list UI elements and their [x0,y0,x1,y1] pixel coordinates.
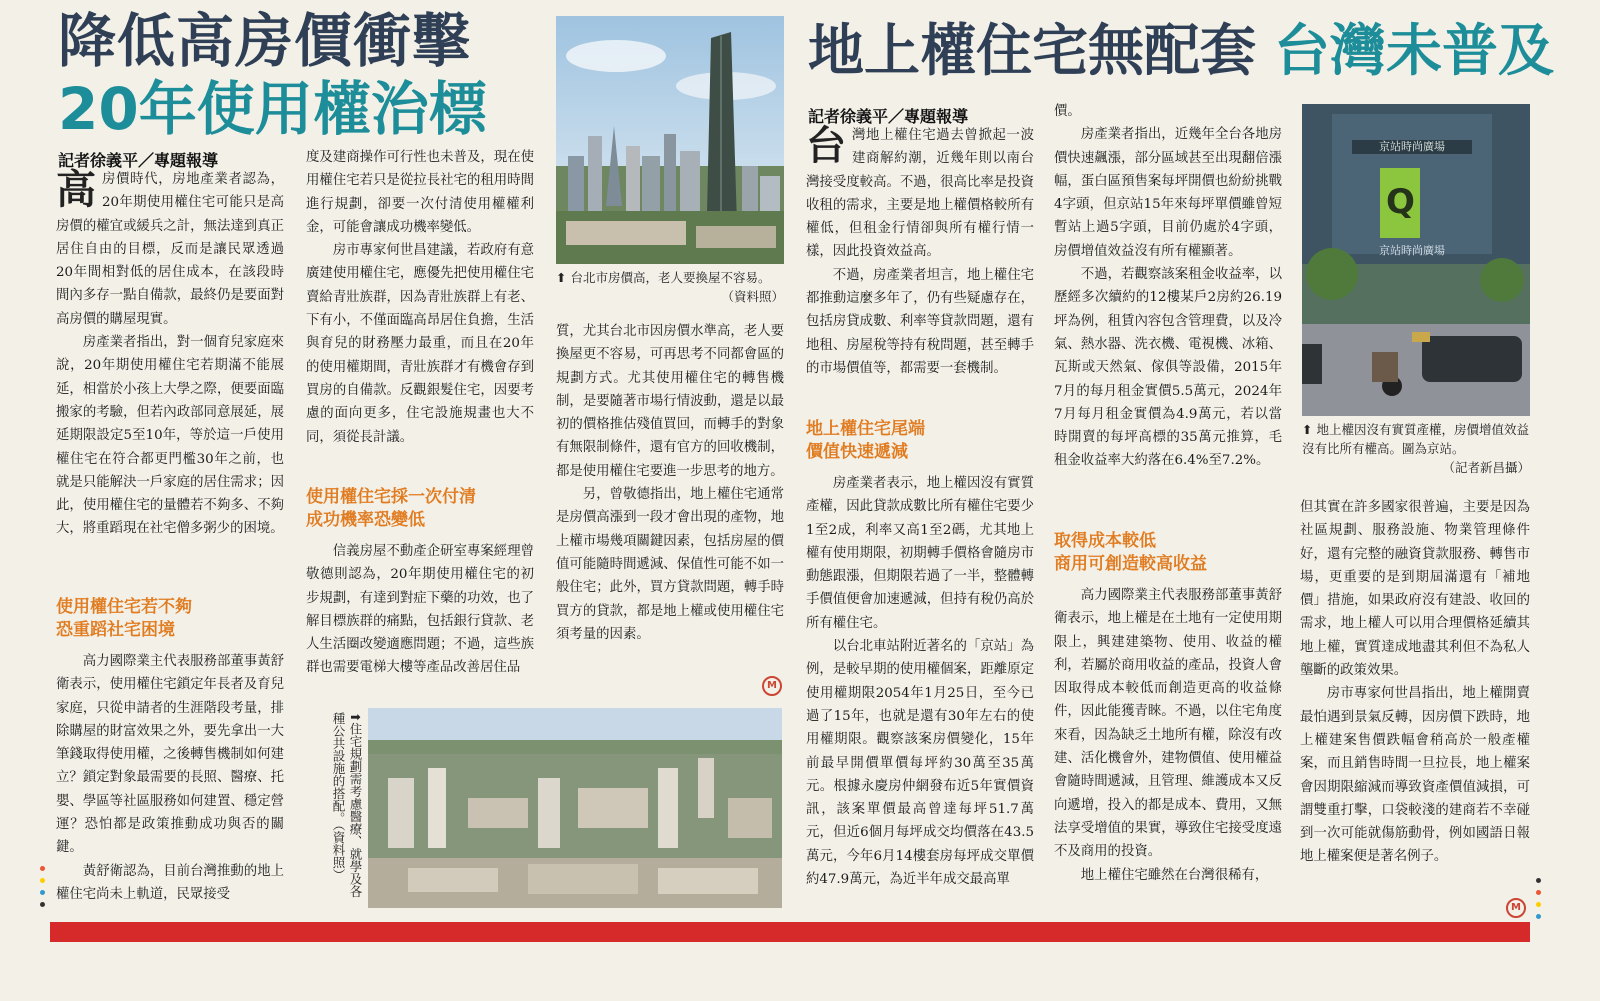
byline-left: 記者徐義平／專題報導 [58,151,219,170]
caption-arrow-icon-2: ⬆ [348,712,363,723]
paper-logo-icon: M [762,676,782,696]
photo-bottom-caption [316,712,364,908]
headline-left-line2: 20年使用權治標 [58,75,487,143]
subhead-right-2: 取得成本較低 商用可創造較高收益 [1054,531,1207,574]
left-col1-lead: 房價時代，房地產業者認為，20年期使用權住宅可能只是高房價的權宜或緩兵之計，無法達到真正居住自由的目標，反而是讓民眾透過20年間相對低的居住成本，在該段時間內多存一點自備款，最終仍是要面對高房價的購屋現實。 [56,172,284,327]
left-col1-p2: 房產業者指出，對一個育兒家庭來說，20年期使用權住宅若期滿不能展延，相當於小孩上大學之際，便要面臨搬家的考驗，但若內政部同意展延，展延期限設定5至10年，等於這一戶使用權住宅在符合都更門檻30年之前，也就是只能解決一戶家庭的居住需求；因此，使用權住宅的量體若不夠多、不夠大，將重蹈現在社宅僧多粥少的困境。 [56,335,284,537]
photo-bottom-caption-text: 住宅規劃需考慮醫療、就學及各種公共設施的搭配。 [331,712,363,898]
drop-cap-right: 台 [806,124,846,169]
registration-mark [1536,890,1541,895]
right-article-col3 [1300,496,1530,912]
registration-mark [1536,878,1541,883]
left-article-col2 [306,146,534,476]
q-logo-icon: Q [1386,182,1415,222]
left-col2-p2: 房市專家何世昌建議，若政府有意廣建使用權住宅，應優先把使用權住宅賣給青壯族群，因為青壯族群上有老、下有小，不僅面臨高昂居住負擔，生活與育兒的財務壓力最重，而且在20年的使用權期間，青壯族群才有機會存到買房的自備款。反觀銀髮住宅，因要考慮的面向更多，住宅設施規畫也大不同，須從長計議。 [306,243,534,445]
photo-right-caption-text: 地上權因沒有實質產權，房價增值效益沒有比所有權高。圖為京站。 [1302,422,1529,456]
photo-right-caption-credit: （記者新昌攝） [1442,460,1530,475]
left-article-col3 [556,320,784,698]
caption-arrow-icon: ⬆ [556,270,567,285]
subhead-left-1: 使用權住宅若不夠 恐重蹈社宅困境 [56,597,192,640]
right-col3-p2: 房市專家何世昌指出，地上權開賣最怕遇到景氣反轉，因房價下跌時，地上權建案售價跌幅會稍高於一般產權案，而且銷售時間一旦拉長，地上權案會因期限縮減而導致資產價值減損，可謂雙重打擊，口袋較淺的建商若不幸碰到一次可能就傷筋動骨，例如國語日報地上權案便是著名例子。 [1300,686,1530,865]
right-col2-p2: 房產業者指出，近幾年全台各地房價快速飆漲，部分區域甚至出現翻倍漲幅，蛋白區預售案每坪開價也紛紛挑戰4字頭，但京站15年來每坪單價雖曾短暫站上過5字頭，目前仍處於4字頭，房價增值效益沒有所有權顯著。 [1054,127,1282,259]
subhead-left-2: 使用權住宅採一次付清 成功機率恐變低 [306,487,476,530]
registration-mark [40,902,45,907]
right-article-col1-bottom [806,472,1034,912]
right-article-col2-bottom [1054,584,1282,912]
photo-right-caption [1302,420,1530,477]
right-col2-p4: 高力國際業主代表服務部董事黃舒衛表示，地上權是在土地有一定使用期限上，興建建築物、使用、收益的權利，若屬於商用收益的產品，投資人會因取得成本較低而創造更高的收益條件，因此能獲青睞。不過，以住宅角度來看，因為缺乏土地所有權，除沒有改建、活化機會外，建物價值、使用權益會隨時間遞減，且管理、維護成本又反向遞增，投入的都是成本、費用，又無法享受增值的果實，導致住宅接受度遠不及商用的投資。 [1054,588,1282,860]
subhead-right-1: 地上權住宅尾端 價值快速遞減 [806,419,925,462]
left-col2-p3: 信義房屋不動產企研室專案經理曾敬德則認為，20年期使用權住宅的初步規劃，有達到對症下藥的功效，也了解目標族群的痛點，包括銀行貸款、老人生活圈改變適應問題；不過，這些族群也需要電梯大樓等產品改善居住品 [306,544,534,676]
right-article-col2 [1054,100,1282,520]
right-col1-lead: 灣地上權住宅過去曾掀起一波建商解約潮，近幾年則以南台灣接受度較高。不過，很高比率是投資收租的需求，主要是地上權價格較所有權低，但租金行情卻與所有權行情一樣，因此投資效益高。 [806,128,1034,260]
left-article-col1 [56,168,284,588]
right-col3-p1: 但其實在許多國家很普遍，主要是因為社區規劃、服務設施、物業管理條件好，還有完整的融資貸款服務、轉售市場，更重要的是到期屆滿還有「補地價」措施，如果政府沒有建設、收回的需求，地上權人可以用合理價格延續其地上權，實質達成地盡其利但不為私人壟斷的政策效果。 [1300,500,1530,679]
photo-top-caption [556,268,784,306]
right-col1-p3: 房產業者表示，地上權因沒有實質產權，因此貸款成數比所有權住宅要少1至2成，利率又高1至2碼，尤其地上權有使用期限，初期轉手價格會隨房市動態跟漲，但期限若過了一半，整體轉手價值便會加速遞減，但持有稅仍高於所有權住宅。 [806,476,1034,631]
drop-cap-left: 高 [56,168,96,213]
photo-bottom-caption-credit: （資料照） [331,824,346,881]
right-col1-p4: 以台北車站附近著名的「京站」為例，是較早期的使用權個案，距離原定使用權期限2054年1月25日，至今已過了15年，也就是還有30年左右的使用權期限。觀察該案房價變化，15年前最早開價單價每坪約30萬至35萬元。根據永慶房仲網發布近5年實價資訊，該案單價最高曾達每坪51.7萬元，但近6個月每坪成交均價落在43.5萬元，今年6月14樓套房每坪成交單價約47.9萬元，為近半年成交最高單 [806,639,1034,888]
left-col2-p1: 度及建商操作可行性也未普及，現在使用權住宅若只是從拉長社宅的租用時間進行規劃，卻要一次付清使用權權利金，可能會讓成功機率變低。 [306,150,534,235]
photo-top-caption-credit: （資料照） [721,289,784,304]
left-col1-p4: 黃舒衛認為，目前台灣推動的地上權住宅尚未上軌道，民眾接受 [56,863,284,902]
qsquare-sign-bottom: 京站時尚廣場 [1379,244,1445,257]
headline-left-line1: 降低高房價衝擊 [58,7,472,75]
right-col1-p2: 不過，房產業者坦言，地上權住宅都推動這麼多年了，仍有些疑慮存在，包括房貸成數、利率等貸款問題，還有地租、房屋稅等持有稅問題，甚至轉手的市場價值等，都需要一套機制。 [806,267,1034,376]
registration-mark [1536,902,1541,907]
registration-mark [1536,914,1541,919]
headline-right-accent: 台灣未普及 [1274,19,1554,84]
caption-arrow-icon-3: ⬆ [1302,422,1313,437]
left-col3-p1: 質，尤其台北市因房價水準高，老人要換屋更不容易，可再思考不同都會區的規劃方式。尤其使用權住宅的轉售機制，是要隨著市場行情波動，還是以最初的價格推估殘值買回，而轉手的對象有無限制條件，還有官方的回收機制，都是使用權住宅要進一步思考的地方。 [556,324,784,479]
right-article-col1 [806,124,1034,414]
left-col3-p2: 另，曾敬德指出，地上權住宅通常是房價高漲到一段才會出現的產物，地上權市場幾項關鍵因素，包括房屋的價值可能隨時間遞減、保值性可能不如一般住宅；此外，買方貸款問題，轉手時買方的貸款，都是地上權或使用權住宅須考量的因素。 [556,487,784,642]
right-col2-p5: 地上權住宅雖然在台灣很稀有， [1080,867,1269,883]
right-col2-p1: 價。 [1054,104,1081,119]
left-article-col1-bottom [56,650,284,912]
headline-right [808,19,1554,84]
registration-mark [40,878,45,883]
registration-mark [40,866,45,871]
registration-mark [40,890,45,895]
left-col1-p3: 高力國際業主代表服務部董事黃舒衛表示，使用權住宅鎖定年長者及育兒家庭，只從申請者的生涯階段考量，排除購屋的財富效果之外，要先拿出一大筆錢取得使用權，之後轉售機制如何建立？鎖定對象最需要的長照、醫療、托嬰、學區等社區服務如何建置、穩定營運？恐怕都是政策推動成功與否的關鍵。 [56,654,284,856]
headline-right-main: 地上權住宅無配套 [808,19,1256,84]
photo-top-caption-text: 台北市房價高，老人要換屋不容易。 [570,270,771,285]
qsquare-photo [1302,104,1530,416]
qsquare-sign-top: 京站時尚廣場 [1379,140,1445,153]
paper-logo-icon-2: M [1506,898,1526,918]
right-col2-p3: 不過，若觀察該案租金收益率，以歷經多次續約的12樓某戶2房約26.19坪為例，租賃內容包含管理費，以及冷氣、熱水器、洗衣機、電視機、冰箱、瓦斯或天然氣、傢俱等設備，2015年7月的每月租金實價5.5萬元，2024年7月每月租金實價為4.9萬元，若以當時開賣的每坪高標的35萬元推算，毛租金收益率大約落在6.4%至7.2%。 [1054,267,1282,469]
byline-right: 記者徐義平／專題報導 [808,107,969,126]
bottom-red-bar [50,922,1530,942]
taipei-skyline-photo [556,16,784,264]
left-article-col2-bottom [306,540,534,700]
city-aerial-photo [368,708,782,908]
